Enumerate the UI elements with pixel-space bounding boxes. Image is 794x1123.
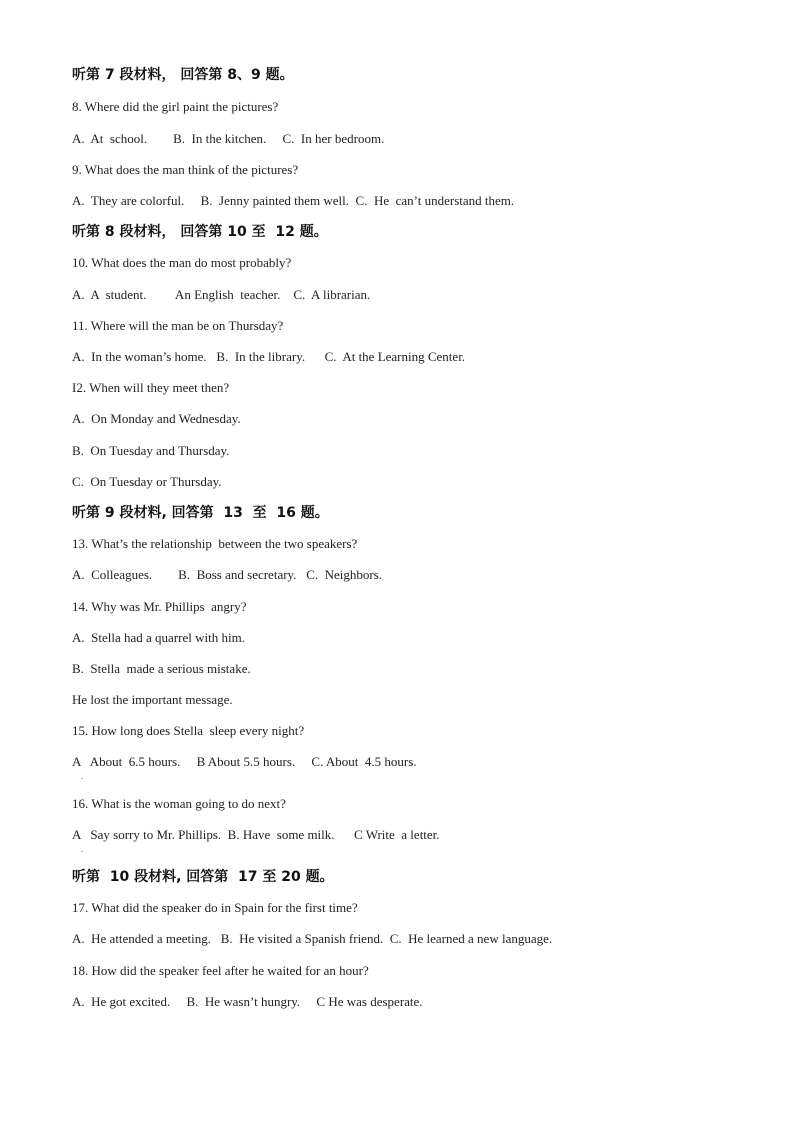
question-15: 15. How long does Stella sleep every night?	[72, 723, 305, 738]
question-14-option-a: A. Stella had a quarrel with him.	[72, 630, 245, 645]
section-heading-7: 听第 7 段材料， 回答第 8、9 题。	[72, 67, 294, 83]
section-heading-10: 听第 10 段材料, 回答第 17 至 20 题。	[72, 869, 334, 885]
question-17-options: A. He attended a meeting. B. He visited a Spanish friend. C. He learned a new language.	[72, 931, 553, 946]
question-14-option-b: B. Stella made a serious mistake.	[72, 661, 251, 676]
question-9: 9. What does the man think of the pictures?	[72, 162, 299, 177]
question-18-options: A. He got excited. B. He wasn’t hungry. C He was desperate.	[72, 994, 423, 1009]
stray-mark: .	[81, 845, 83, 854]
question-11: 11. Where will the man be on Thursday?	[72, 318, 284, 333]
question-16-options: A Say sorry to Mr. Phillips. B. Have some milk. C Write a letter.	[72, 827, 440, 842]
section-heading-8: 听第 8 段材料， 回答第 10 至 12 题。	[72, 224, 328, 240]
section-heading-9: 听第 9 段材料, 回答第 13 至 16 题。	[72, 505, 329, 521]
question-11-options: A. In the woman’s home. B. In the library. C. At the Learning Center.	[72, 349, 466, 364]
question-14: 14. Why was Mr. Phillips angry?	[72, 599, 247, 614]
question-16: 16. What is the woman going to do next?	[72, 796, 286, 811]
question-8-options: A. At school. B. In the kitchen. C. In her bedroom.	[72, 131, 385, 146]
question-12-option-a: A. On Monday and Wednesday.	[72, 411, 241, 426]
question-14-option-c: He lost the important message.	[72, 692, 233, 707]
question-13: 13. What’s the relationship between the two speakers?	[72, 536, 358, 551]
question-8: 8. Where did the girl paint the pictures?	[72, 99, 279, 114]
question-12-option-c: C. On Tuesday or Thursday.	[72, 474, 222, 489]
question-10-options: A. A student. An English teacher. C. A librarian.	[72, 287, 371, 302]
question-12-option-b: B. On Tuesday and Thursday.	[72, 443, 230, 458]
question-12: I2. When will they meet then?	[72, 380, 230, 395]
question-18: 18. How did the speaker feel after he waited for an hour?	[72, 963, 369, 978]
question-15-options: A About 6.5 hours. B About 5.5 hours. C. About 4.5 hours.	[72, 754, 417, 769]
stray-mark: .	[81, 772, 83, 781]
question-13-options: A. Colleagues. B. Boss and secretary. C. Neighbors.	[72, 567, 383, 582]
question-10: 10. What does the man do most probably?	[72, 255, 292, 270]
question-17: 17. What did the speaker do in Spain for the first time?	[72, 900, 358, 915]
question-9-options: A. They are colorful. B. Jenny painted them well. C. He can’t understand them.	[72, 193, 515, 208]
